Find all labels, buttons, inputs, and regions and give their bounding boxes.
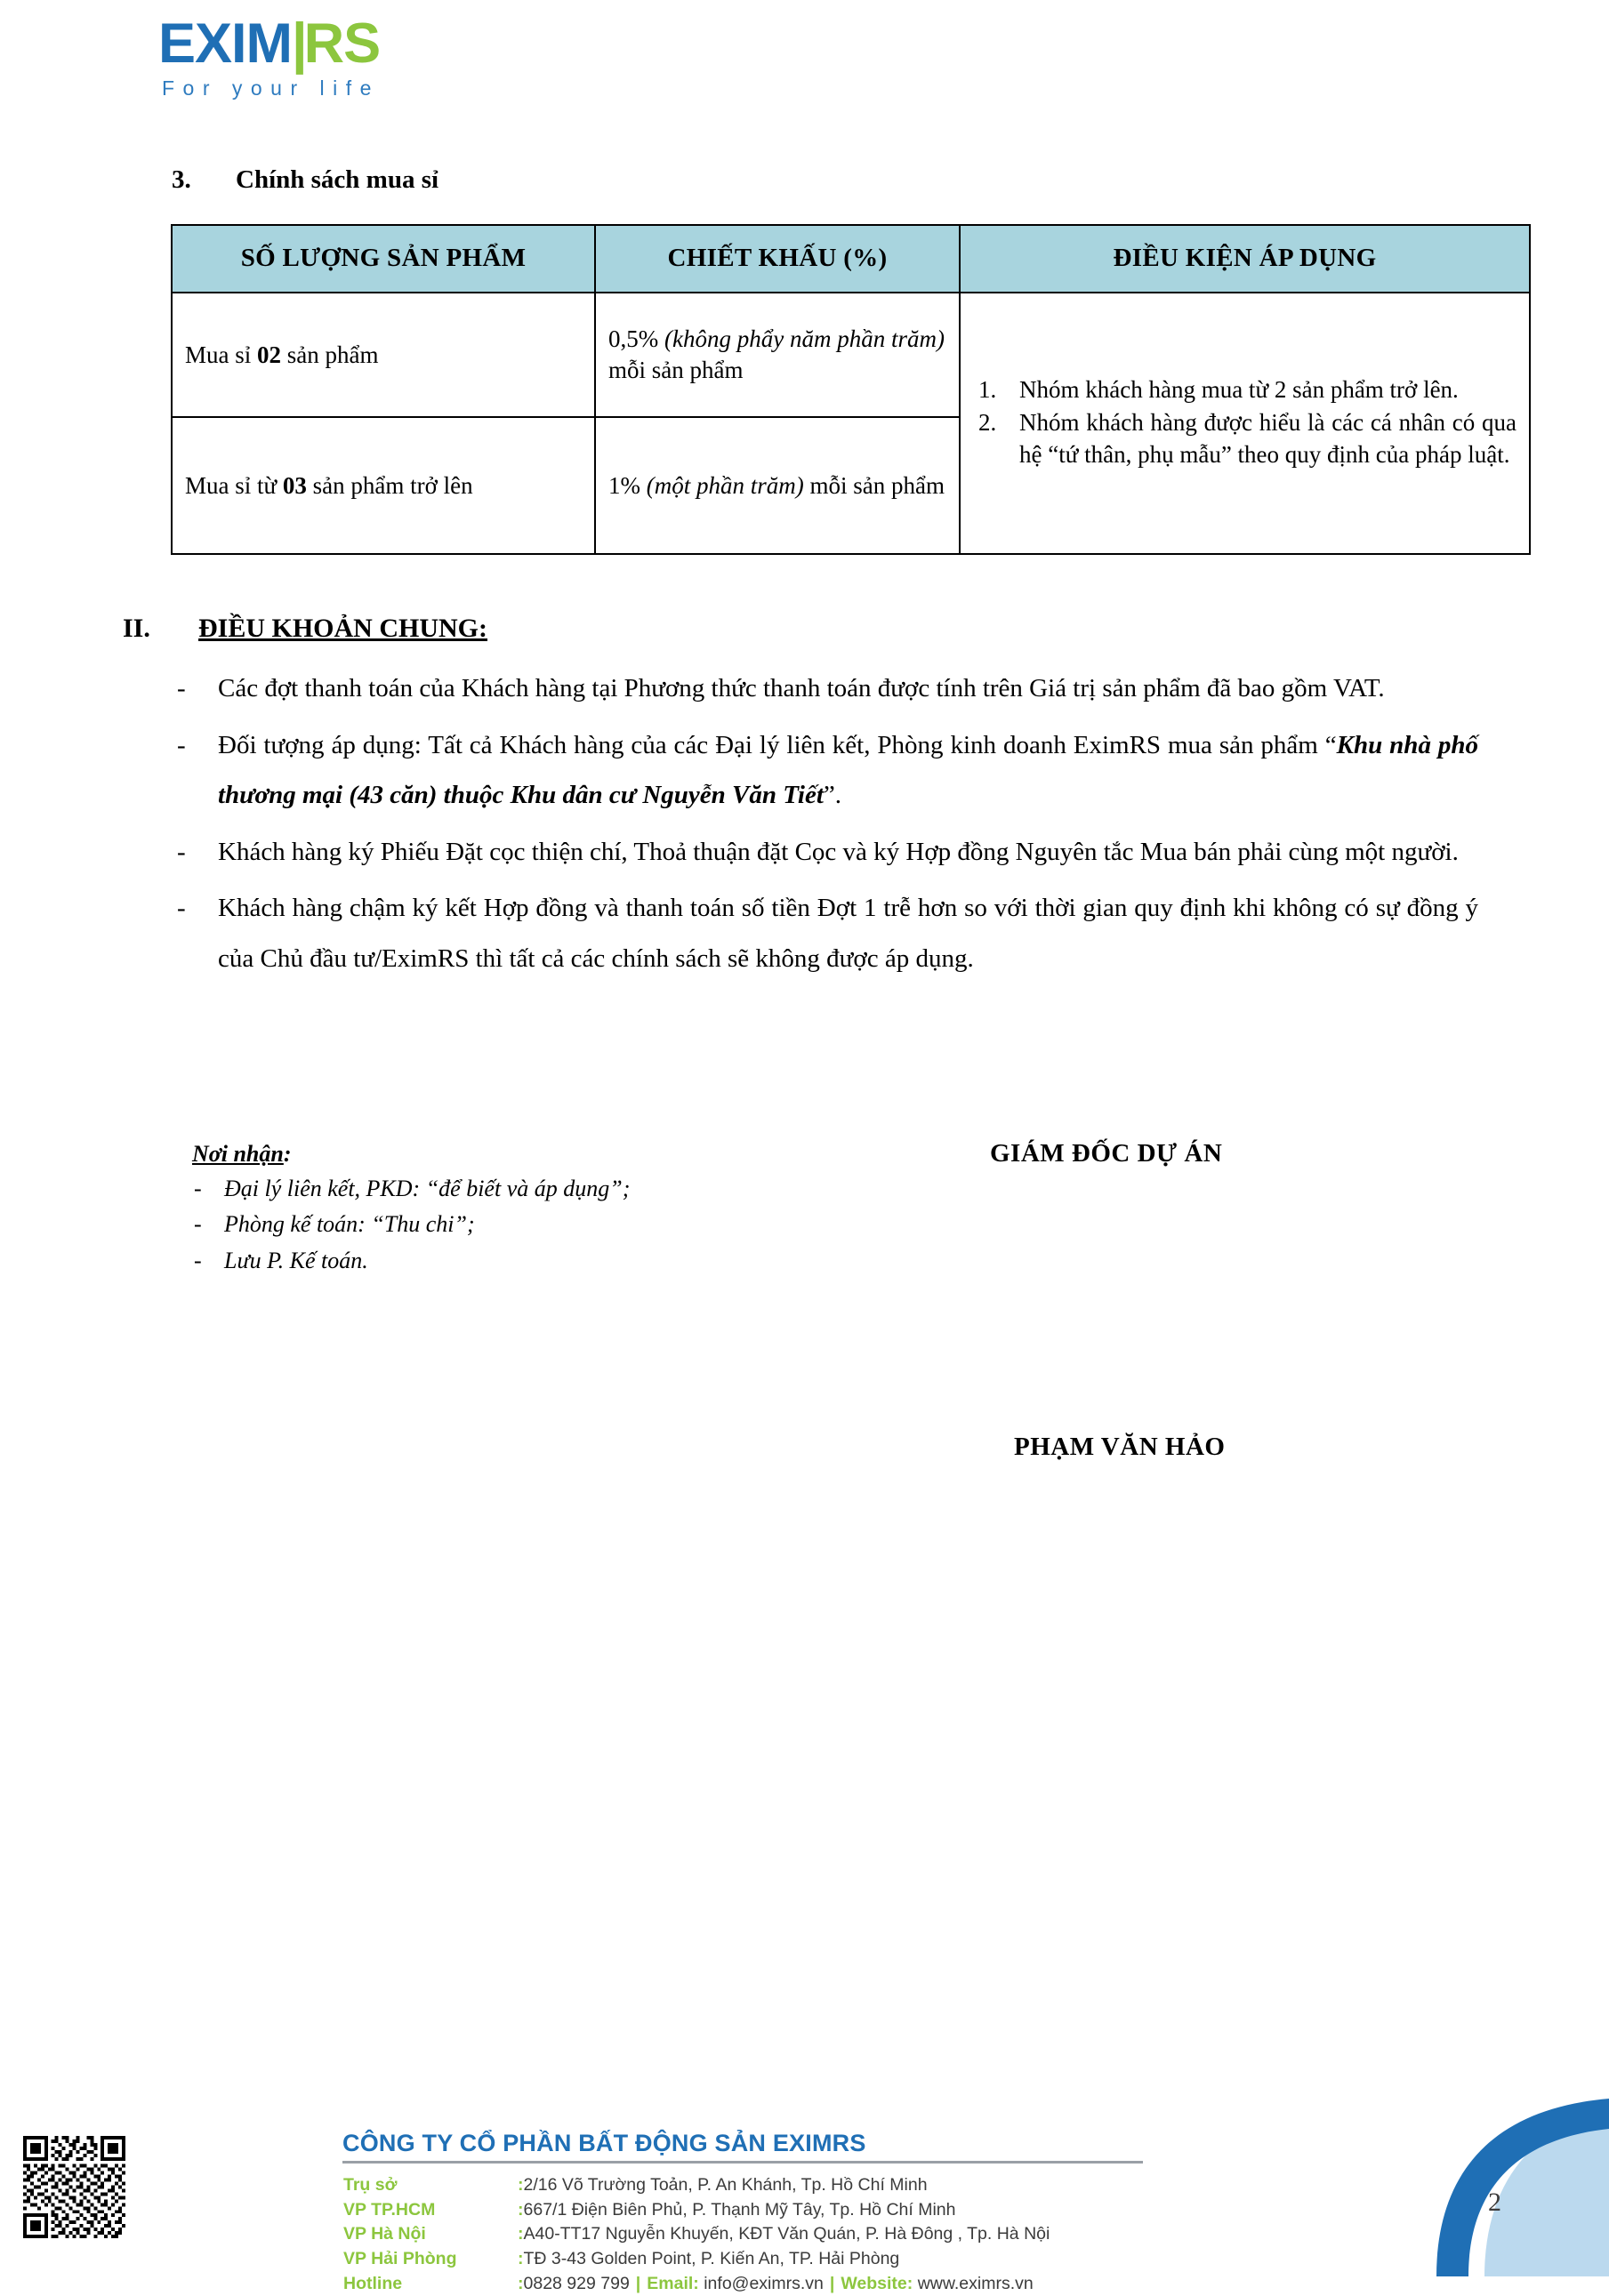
footer-company-name: CÔNG TY CỔ PHẦN BẤT ĐỘNG SẢN EXIMRS: [342, 2130, 866, 2156]
footer-label-hanoi: VP Hà Nội: [343, 2224, 426, 2244]
footer-email-value[interactable]: info@eximrs.vn: [704, 2273, 824, 2293]
clause-2-project-name: Khu nhà phố thương mại (43 căn) thuộc Khu dân cư Nguyễn Văn Tiết: [218, 730, 1478, 810]
qr-code-icon: [23, 2136, 125, 2238]
footer-line-haiphong: [343, 2247, 1050, 2272]
clause-3: [171, 827, 1478, 878]
footer-colon-hanoi: :: [518, 2224, 524, 2244]
list-item: [973, 374, 1516, 405]
cell-discount-row2: [595, 417, 960, 554]
logo-tagline: For your life: [162, 76, 380, 100]
condition-marker-1: 1.: [978, 376, 997, 404]
recipients-title-text: Nơi nhận: [192, 1141, 284, 1167]
footer-email-label: Email:: [647, 2273, 699, 2293]
decorative-swoosh: [1262, 2063, 1609, 2276]
clause-1-text: Các đợt thanh toán của Khách hàng tại Phương thức thanh toán được tính trên Giá trị sản phẩm đã bao gồm VAT.: [218, 674, 1385, 702]
footer-value-haiphong: TĐ 3-43 Golden Point, P. Kiến An, TP. Hải Phòng: [523, 2249, 900, 2269]
discount-value-row2: 1%: [608, 471, 647, 499]
clause-2-text-lead: Đối tượng áp dụng: Tất cả Khách hàng của các Đại lý liên kết, Phòng kinh doanh EximRS mua sản phẩm “: [218, 730, 1337, 759]
recipient-dash-1: -: [194, 1176, 202, 1201]
footer-contact-table: [343, 2173, 1050, 2296]
footer-colon-hcm: :: [518, 2199, 524, 2220]
footer-separator-2: |: [829, 2273, 835, 2293]
clause-1-dash: -: [177, 674, 186, 702]
clause-2: [171, 720, 1478, 821]
cell-discount-row1: [595, 293, 960, 417]
clause-1: [171, 663, 1478, 714]
footer-line-hotline: [343, 2272, 1050, 2296]
footer-colon-hq: :: [518, 2175, 524, 2195]
list-item: [192, 1207, 868, 1242]
clause-3-dash: -: [177, 837, 186, 866]
footer-line-hq: [343, 2173, 1050, 2198]
logo-wordmark: [158, 12, 532, 75]
column-header-quantity: SỐ LƯỢNG SẢN PHẨM: [172, 225, 595, 293]
footer-line-hcm: [343, 2198, 1050, 2223]
quantity-value-row1: 02: [257, 341, 281, 368]
conditions-list: [973, 374, 1516, 470]
column-header-discount: CHIẾT KHẤU (%): [595, 225, 960, 293]
footer-value-hanoi: A40-TT17 Nguyễn Khuyến, KĐT Văn Quán, P. Hà Đông , Tp. Hà Nội: [523, 2224, 1050, 2244]
discount-words-row2: (một phần trăm): [646, 471, 804, 499]
footer-value-hcm: 667/1 Điện Biên Phủ, P. Thạnh Mỹ Tây, Tp. Hồ Chí Minh: [523, 2199, 956, 2220]
discount-value-row1: 0,5%: [608, 325, 664, 353]
recipient-dash-3: -: [194, 1247, 202, 1273]
table-row: [172, 293, 1530, 417]
section-3-title: Chính sách mua sỉ: [236, 165, 439, 194]
section-2-title: ĐIỀU KHOẢN CHUNG:: [198, 614, 488, 643]
footer-website-value[interactable]: www.eximrs.vn: [917, 2273, 1034, 2293]
footer-colon-hotline: :: [518, 2273, 524, 2293]
footer-value-hq: 2/16 Võ Trường Toản, P. An Khánh, Tp. Hồ Chí Minh: [523, 2175, 928, 2195]
list-item: [973, 407, 1516, 470]
clause-4-dash: -: [177, 894, 186, 923]
page-number: 2: [1488, 2188, 1501, 2217]
clause-2-dash: -: [177, 730, 186, 759]
recipient-dash-2: -: [194, 1211, 202, 1238]
section-2-numeral: II.: [123, 614, 150, 643]
condition-text-2: Nhóm khách hàng được hiểu là các cá nhân có qua hệ “tứ thân, phụ mẫu” theo quy định của pháp luật.: [1019, 409, 1516, 468]
cell-conditions: [960, 293, 1530, 554]
footer-label-hcm: VP TP.HCM: [343, 2199, 436, 2220]
recipients-title-colon: :: [283, 1141, 292, 1167]
list-item: [192, 1243, 868, 1279]
column-header-conditions: ĐIỀU KIỆN ÁP DỤNG: [960, 225, 1530, 293]
recipients-block: [192, 1141, 868, 1279]
table-header-row: [172, 225, 1530, 293]
clause-2-text-tail: ”.: [823, 781, 842, 810]
cell-quantity-row2: [172, 417, 595, 554]
recipient-text-1: Đại lý liên kết, PKD: “để biết và áp dụng”;: [224, 1176, 631, 1201]
cell-quantity-row1: [172, 293, 595, 417]
footer-line-hanoi: [343, 2222, 1050, 2247]
logo-text-rs: RS: [303, 12, 381, 75]
clause-4-text: Khách hàng chậm ký kết Hợp đồng và thanh toán số tiền Đợt 1 trễ hơn so với thời gian quy định khi không có sự đồng ý của Chủ đầu tư/EximRS thì tất cả các chính sách sẽ không được áp dụng.: [218, 894, 1478, 973]
general-terms-list: [171, 663, 1478, 990]
condition-marker-2: 2.: [978, 409, 997, 437]
recipient-text-3: Lưu P. Kế toán.: [224, 1247, 368, 1273]
condition-text-1: Nhóm khách hàng mua từ 2 sản phẩm trở lên.: [1019, 376, 1459, 404]
section-3-number: 3.: [172, 165, 191, 194]
footer-colon-haiphong: :: [518, 2249, 524, 2269]
footer-label-hotline: Hotline: [343, 2273, 403, 2293]
quantity-suffix-row1: sản phẩm: [281, 341, 379, 368]
footer-divider: [342, 2161, 1143, 2164]
clause-4: [171, 883, 1478, 983]
list-item: [192, 1171, 868, 1207]
section-3-heading: [172, 165, 438, 195]
logo-divider-bar: |: [292, 12, 304, 75]
recipients-list: [192, 1171, 868, 1279]
recipients-title: [192, 1141, 868, 1168]
footer-contact-line: [524, 2272, 1050, 2296]
footer-label-haiphong: VP Hải Phòng: [343, 2249, 457, 2269]
logo-text-exim: EXIM: [158, 12, 293, 75]
footer-label-hq: Trụ sở: [343, 2175, 398, 2195]
discount-words-row1: (không phẩy năm phần trăm): [664, 325, 945, 353]
clause-3-text: Khách hàng ký Phiếu Đặt cọc thiện chí, Thoả thuận đặt Cọc và ký Hợp đồng Nguyên tắc Mua bán phải cùng một người.: [218, 837, 1459, 866]
section-2-heading: [123, 614, 487, 644]
quantity-prefix-row2: Mua sỉ từ: [185, 471, 283, 499]
signature-name: PHẠM VĂN HẢO: [1014, 1433, 1226, 1461]
company-logo: [158, 12, 532, 100]
footer-website-label: Website:: [841, 2273, 913, 2293]
signature-title: GIÁM ĐỐC DỰ ÁN: [990, 1139, 1223, 1168]
quantity-value-row2: 03: [282, 471, 307, 499]
quantity-suffix-row2: sản phẩm trở lên: [306, 471, 473, 499]
recipient-text-2: Phòng kế toán: “Thu chi”;: [224, 1211, 475, 1238]
footer-hotline-number[interactable]: 0828 929 799: [523, 2273, 630, 2293]
discount-unit-row1: mỗi sản phẩm: [608, 357, 744, 383]
quantity-prefix-row1: Mua sỉ: [185, 341, 257, 368]
discount-unit-row2: mỗi sản phẩm: [803, 471, 945, 499]
wholesale-policy-table: [171, 224, 1531, 555]
footer-separator-1: |: [635, 2273, 641, 2293]
